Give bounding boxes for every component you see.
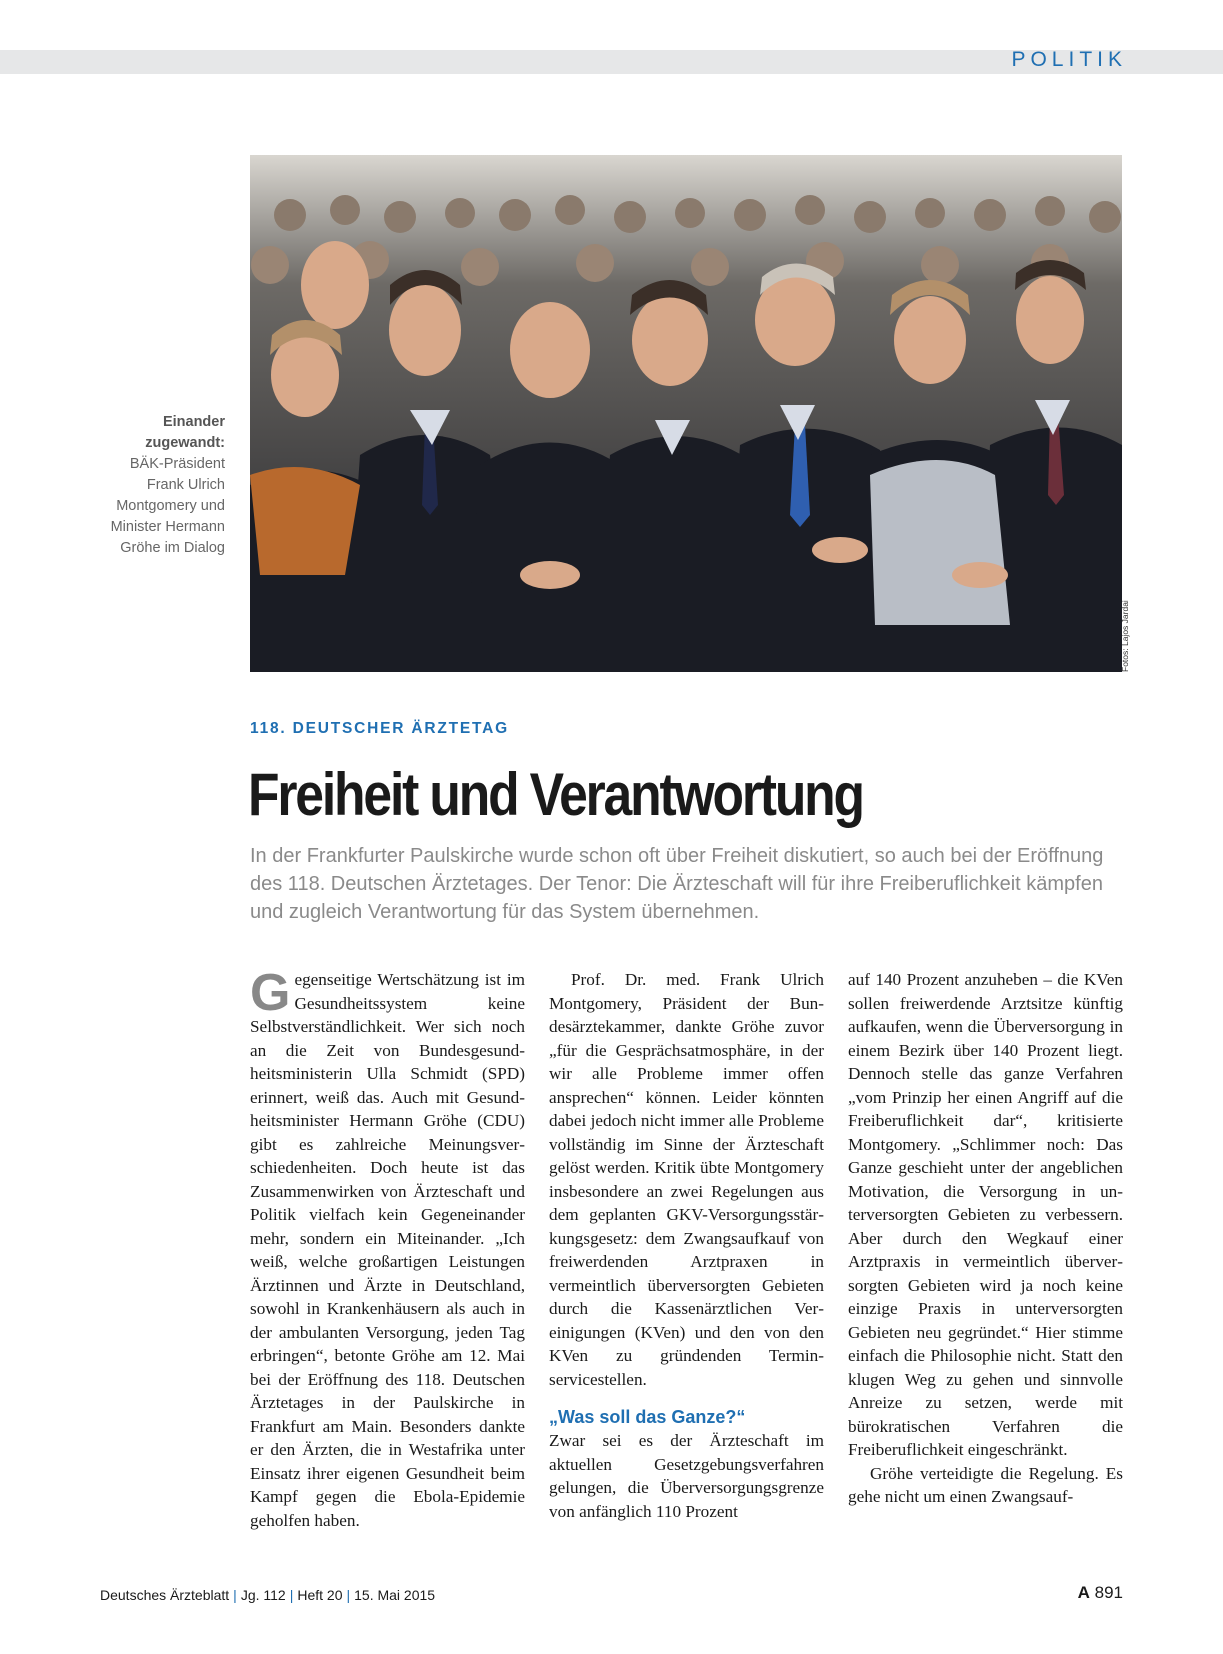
article-column-3 — [848, 968, 1123, 1509]
kicker: 118. DEUTSCHER ÄRZTETAG — [250, 720, 510, 737]
photo-credit: Fotos: Lajos Jardai — [1120, 600, 1130, 672]
lead-paragraph: In der Frankfurter Paulskirche wurde schon oft über Freiheit diskutiert, so auch bei der Eröffnung des 118. Deutschen Ärztetages. Der Tenor: Die Ärzteschaft will für ihre Freiberuflichkeit kämpfen und zugleich Verantwortung für das System übernehmen. — [250, 845, 1104, 923]
page-footer — [100, 1587, 435, 1603]
caption-text: BÄK-Präsident Frank Ulrich Montgomery und Minister Hermann Gröhe im Dialog — [110, 456, 225, 556]
footer-separator: | — [289, 1587, 294, 1603]
page-number — [1078, 1583, 1123, 1603]
photo-caption — [100, 412, 225, 559]
audience-photo — [250, 155, 1122, 672]
article-column-2 — [549, 968, 824, 1523]
page-number-value: 891 — [1094, 1583, 1123, 1602]
footer-separator: | — [233, 1587, 237, 1603]
audience-photo-illustration — [250, 155, 1122, 672]
subheading: „Was soll das Ganze?“ — [549, 1407, 746, 1427]
section-label: POLITIK — [1011, 48, 1127, 71]
column-1-text: egenseitige Wertschätzung ist im Gesundheitssystem keine Selbstverständlichkeit. Wer sich noch an die Zeit von Bundesgesundheitsministerin Ulla Schmidt (SPD) erinnert, weiß das. Auch mit Gesundheitsminister Hermann Gröhe (CDU) gibt es zahlreiche Meinungsverschiedenheiten. Doch heute ist das Zusammenwirken von Ärzteschaft und Politik vielfach kein Gegeneinander mehr, sondern ein Miteinander. „Ich weiß, welche großartigen Leistungen Ärztinnen und Ärzte in Deutschland, sowohl in Krankenhäusern als auch in der ambulanten Versorgung, jeden Tag erbringen“, betonte Gröhe am 12. Mai bei der Eröffnung des 118. Deutschen Ärztetages in der Paulskirche in Frankfurt am Main. Besonders dankte er den Ärzten, die in Westafrika unter Einsatz ihrer eigenen Gesundheit beim Kampf gegen die Ebola-Epidemie geholfen haben. — [250, 970, 525, 1530]
column-2-paragraph-1: Prof. Dr. med. Frank Ulrich Montgomery, Präsident der Bundesärztekammer, dankte Gröhe zuvor „für die Gesprächsatmosphäre, in der wir alle Probleme immer offen ansprechen“ können. Leider könnten dabei jedoch nicht immer alle Probleme vollständig im Sinne der Ärzteschaft gelöst werden. Kritik übte Montgomery insbesondere an zwei Regelungen aus dem geplanten GKV-Versorgungsstärkungsgesetz: dem Zwangsaufkauf von freiwerdenden Arztpraxen in vermeintlich überversorgten Gebieten durch die Kassenärztlichen Vereinigungen (KVen) und den von den KVen zu gründenden Terminservicestellen. — [549, 970, 824, 1389]
publication-name: Deutsches Ärzteblatt — [100, 1587, 230, 1603]
column-2-paragraph-2: Zwar sei es der Ärzteschaft im aktuellen Gesetzgebungsverfahren gelungen, die Überversorgungsgrenze von anfänglich 110 Prozent — [549, 1431, 824, 1521]
article-column-1 — [250, 964, 525, 1532]
issue-date: 15. Mai 2015 — [354, 1587, 436, 1603]
caption-heading: Einander zugewandt: — [145, 414, 225, 451]
volume: Jg. 112 — [240, 1587, 286, 1603]
column-3-paragraph-2: Gröhe verteidigte die Regelung. Es gehe nicht um einen Zwangsauf- — [848, 1463, 1123, 1506]
page-letter: A — [1077, 1583, 1090, 1602]
drop-cap: G — [250, 964, 291, 1022]
footer-separator: | — [346, 1587, 351, 1603]
column-3-paragraph-1: auf 140 Prozent anzuheben – die KVen sollen freiwerdende Arztsitze künftig aufkaufen, wenn die Überversorgung in einem Bezirk über 140 Prozent liegt. Dennoch stelle das ganze Verfahren „vom Prinzip her einen Angriff auf die Freiberuflichkeit dar“, kritisierte Montgomery. „Schlimmer noch: Das Ganze geschieht unter der angeblichen Motivation, die Versorgung in unterversorgten Gebieten zu verbessern. Aber durch den Wegkauf einer Arztpraxis in vermeintlich überversorgten Gebieten wird ja noch keine einzige Praxis in unterversorgten Gebieten neu gegründet.“ Hier stimme einfach die Philosophie nicht. Statt den klugen Weg zu gehen und sinnvolle Anreize zu setzen, werde mit bürokratischen Verfahren die Freiberuflichkeit eingeschränkt. — [848, 970, 1123, 1459]
issue: Heft 20 — [297, 1587, 343, 1603]
headline: Freiheit und Verantwortung — [248, 761, 863, 828]
